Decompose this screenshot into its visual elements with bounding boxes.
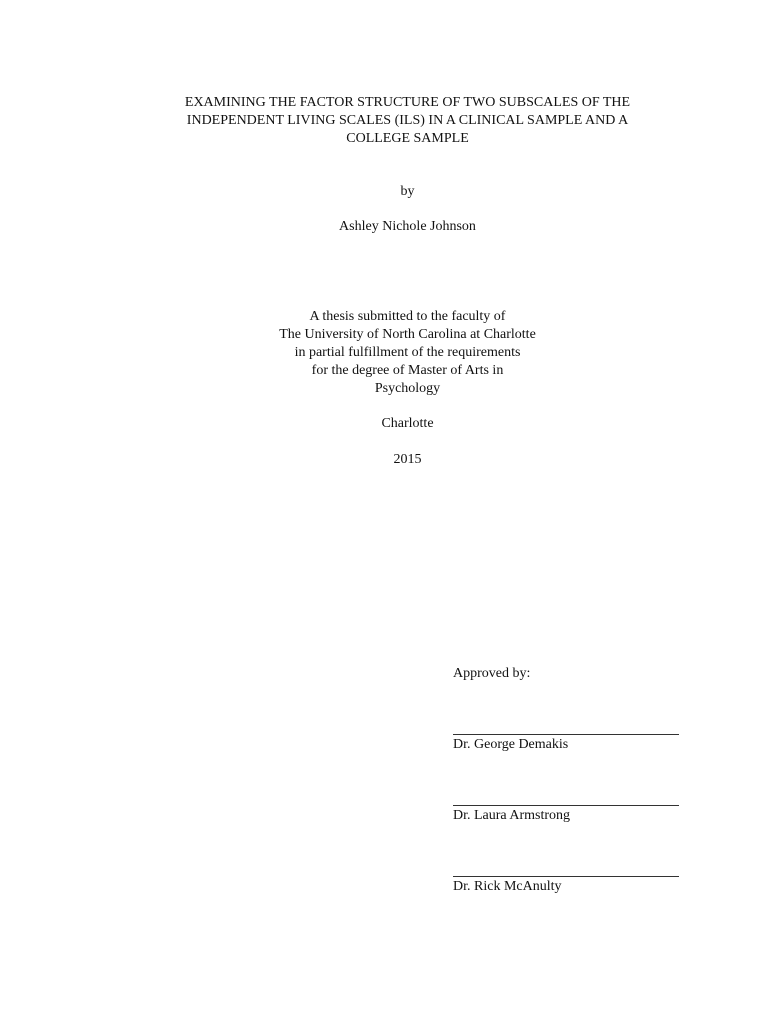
signature-block: [453, 734, 679, 754]
thesis-line-5: Psychology: [374, 381, 441, 396]
year: 2015: [393, 452, 422, 467]
signatory-name: Dr. Laura Armstrong: [453, 808, 571, 823]
approved-by-label: Approved by:: [453, 666, 531, 681]
thesis-line-1: A thesis submitted to the faculty of: [309, 309, 506, 324]
approval-section: [453, 665, 693, 894]
signature-block: [453, 805, 679, 825]
signatory-name: Dr. George Demakis: [453, 737, 569, 752]
place: Charlotte: [381, 416, 434, 431]
signature-block: [453, 876, 679, 896]
title-line-2: INDEPENDENT LIVING SCALES (ILS) IN A CLINICAL SAMPLE AND A: [186, 113, 629, 128]
title-line-1: EXAMINING THE FACTOR STRUCTURE OF TWO SUBSCALES OF THE: [184, 95, 631, 110]
by-label: by: [400, 184, 415, 199]
title-line-3: COLLEGE SAMPLE: [346, 131, 469, 146]
thesis-title: [0, 94, 770, 148]
thesis-line-2: The University of North Carolina at Charlotte: [279, 327, 536, 342]
signatory-name: Dr. Rick McAnulty: [453, 879, 562, 894]
signature-line: [453, 805, 679, 806]
thesis-statement: [0, 308, 770, 398]
thesis-line-3: in partial fulfillment of the requirements: [294, 345, 521, 360]
thesis-line-4: for the degree of Master of Arts in: [311, 363, 504, 378]
signature-line: [453, 734, 679, 735]
signature-line: [453, 876, 679, 877]
author-name: Ashley Nichole Johnson: [339, 219, 476, 234]
